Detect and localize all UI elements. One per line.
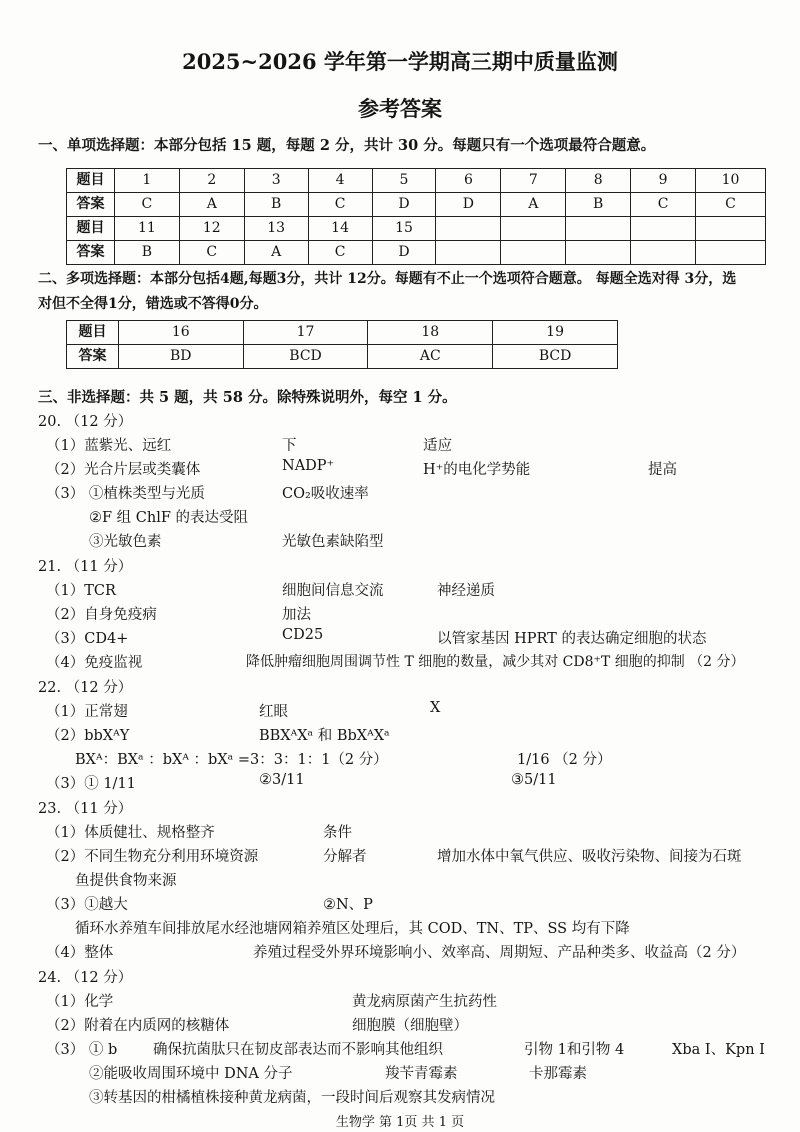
question-number-cell: 18 [368,321,493,345]
empty-cell [566,241,631,265]
q24-title: 24. （12 分） [38,970,133,986]
q20-answer: H⁺的电化学势能 [423,462,531,478]
empty-cell [436,241,501,265]
empty-cell [631,241,696,265]
question-number-cell: 1 [114,169,179,193]
q21-answer: 神经递质 [437,583,495,599]
answer-cell: C [696,193,766,217]
question-number-cell: 15 [372,217,436,241]
q23-answer: （3）①越大 [46,897,128,913]
question-number-cell: 16 [118,321,243,345]
q21-answer: 降低肿瘤细胞周围调节性 T 细胞的数量，减少其对 CD8⁺T 细胞的抑制 （2 分） [246,654,745,670]
section2-heading-line2: 对但不全得1分，错选或不答得0分。 [38,296,268,312]
q21-answer: 加法 [282,607,311,623]
empty-cell [501,217,566,241]
page-footer: 生物学 第 1页 共 1 页 [335,1115,465,1130]
question-number-cell: 13 [244,217,308,241]
answer-cell: BCD [493,345,618,369]
answer-cell: D [372,193,436,217]
section2-heading-line1: 二、多项选择题：本部分包括4题,每题3分，共计 12分。每题有不止一个选项符合题意。 每题全选对得 3分，选 [38,271,737,287]
label-cell: 答案 [67,193,115,217]
answer-cell: A [179,193,244,217]
q22-answer: 1/16 （2 分） [517,752,612,768]
empty-cell [631,217,696,241]
empty-cell [566,217,631,241]
answer-cell: C [114,193,179,217]
question-number-cell: 7 [501,169,566,193]
label-cell: 题目 [67,217,115,241]
answer-cell: B [114,241,179,265]
question-number-cell: 9 [631,169,696,193]
q22-answer: 红眼 [259,704,288,720]
q24-answer: 羧苄青霉素 [385,1066,458,1082]
answer-cell: B [244,193,308,217]
section1-heading: 一、单项选择题：本部分包括 15 题，每题 2 分，共计 30 分。每题只有一个选项最符合题意。 [38,137,656,154]
table-row [67,193,766,217]
empty-cell [696,241,766,265]
question-number-cell: 3 [244,169,308,193]
label-cell: 答案 [67,345,119,369]
empty-cell [436,217,501,241]
q20-answer: CO₂吸收速率 [282,486,369,502]
q21-answer: （2）自身免疫病 [46,607,157,623]
q24-answer: 引物 1和引物 4 [524,1042,625,1058]
answer-cell: BCD [243,345,368,369]
q22-title: 22. （12 分） [38,680,133,696]
answer-cell: C [308,193,372,217]
answer-cell: D [436,193,501,217]
q23-answer: （2）不同生物充分利用环境资源 [46,849,259,865]
q20-answer: 光敏色素缺陷型 [282,534,384,550]
q22-answer: （2）bbXᴬY [46,728,130,744]
question-number-cell: 8 [566,169,631,193]
answer-cell: C [631,193,696,217]
q24-answer: （1）化学 [46,994,114,1010]
question-number-cell: 10 [696,169,766,193]
label-cell: 题目 [67,321,119,345]
section3-heading: 三、非选择题：共 5 题，共 58 分。除特殊说明外，每空 1 分。 [38,389,457,406]
answer-cell: BD [118,345,243,369]
q20-answer: ②F 组 ChlF 的表达受阻 [89,510,249,526]
label-cell: 题目 [67,169,115,193]
q23-answer: （1）体质健壮、规格整齐 [46,825,215,841]
empty-cell [501,241,566,265]
question-number-cell: 19 [493,321,618,345]
q21-answer: CD25 [282,627,324,643]
label-cell: 答案 [67,241,115,265]
table-row [67,169,766,193]
q24-answer: 黄龙病原菌产生抗药性 [352,994,497,1010]
q20-answer: （3） ①植株类型与光质 [46,486,205,502]
question-number-cell: 6 [436,169,501,193]
q20-answer: 适应 [423,438,452,454]
q22-answer: BXᴬ：BXᵃ ：bXᴬ ：bXᵃ =3：3：1：1（2 分） [75,752,388,768]
q20-answer: （2）光合片层或类囊体 [46,462,201,478]
q21-answer: （4）免疫监视 [46,655,143,671]
q24-answer: 细胞膜（细胞壁） [352,1018,468,1034]
table-row [67,241,766,265]
q23-answer: 条件 [323,825,352,841]
q23-answer: 循环水养殖车间排放尾水经池塘网箱养殖区处理后，其 COD、TN、TP、SS 均有下降 [75,921,630,937]
q23-answer: 增加水体中氧气供应、吸收污染物、间接为石斑 [437,849,742,865]
q24-answer: 卡那霉素 [529,1066,587,1082]
q20-answer: 提高 [648,462,677,478]
answer-cell: A [501,193,566,217]
q20-answer: NADP⁺ [282,458,335,474]
empty-cell [696,217,766,241]
q22-answer: X [430,700,441,716]
table-row [67,217,766,241]
q21-title: 21. （11 分） [38,559,133,575]
question-number-cell: 14 [308,217,372,241]
q24-answer: （3） ① b [46,1042,118,1058]
q21-answer: 以管家基因 HPRT 的表达确定细胞的状态 [437,631,707,647]
question-number-cell: 11 [114,217,179,241]
question-number-cell: 5 [372,169,436,193]
answer-cell: AC [368,345,493,369]
answer-cell: C [179,241,244,265]
q20-answer: ③光敏色素 [89,534,162,550]
q24-answer: 确保抗菌肽只在韧皮部表达而不影响其他组织 [153,1042,443,1058]
q23-answer: 鱼提供食物来源 [75,873,177,889]
q24-answer: ③转基因的柑橘植株接种黄龙病菌，一段时间后观察其发病情况 [89,1090,495,1106]
q22-answer: （3）① 1/11 [46,776,136,792]
q23-answer: 分解者 [323,849,367,865]
question-number-cell: 4 [308,169,372,193]
q24-answer: Xba I、Kpn I [672,1042,765,1058]
answer-cell: C [308,241,372,265]
q20-answer: 下 [282,438,297,454]
answer-cell: D [372,241,436,265]
page-title: 2025~2026 学年第一学期高三期中质量监测 [182,49,618,74]
q22-answer: ③5/11 [511,772,557,788]
q23-answer: 养殖过程受外界环境影响小、效率高、周期短、产品种类多、收益高（2 分） [253,945,746,961]
q23-title: 23. （11 分） [38,801,133,817]
answer-cell: B [566,193,631,217]
question-number-cell: 2 [179,169,244,193]
table-row [67,321,618,345]
q23-answer: （4）整体 [46,945,114,961]
answer-cell: A [244,241,308,265]
q24-answer: ②能吸收周围环境中 DNA 分子 [89,1066,293,1082]
single-choice-table [66,168,766,265]
q22-answer: BBXᴬXᵃ 和 BbXᴬXᵃ [259,728,390,744]
multi-choice-table [66,320,618,369]
q21-answer: （1）TCR [46,583,116,599]
question-number-cell: 17 [243,321,368,345]
q20-title: 20. （12 分） [38,414,133,430]
q24-answer: （2）附着在内质网的核糖体 [46,1018,230,1034]
q22-answer: ②3/11 [259,772,305,788]
q23-answer: ②N、P [323,897,373,913]
table-row [67,345,618,369]
page-subtitle: 参考答案 [358,96,442,121]
q20-answer: （1）蓝紫光、远红 [46,438,172,454]
question-number-cell: 12 [179,217,244,241]
q21-answer: （3）CD4+ [46,631,129,647]
q22-answer: （1）正常翅 [46,704,128,720]
q21-answer: 细胞间信息交流 [282,583,384,599]
